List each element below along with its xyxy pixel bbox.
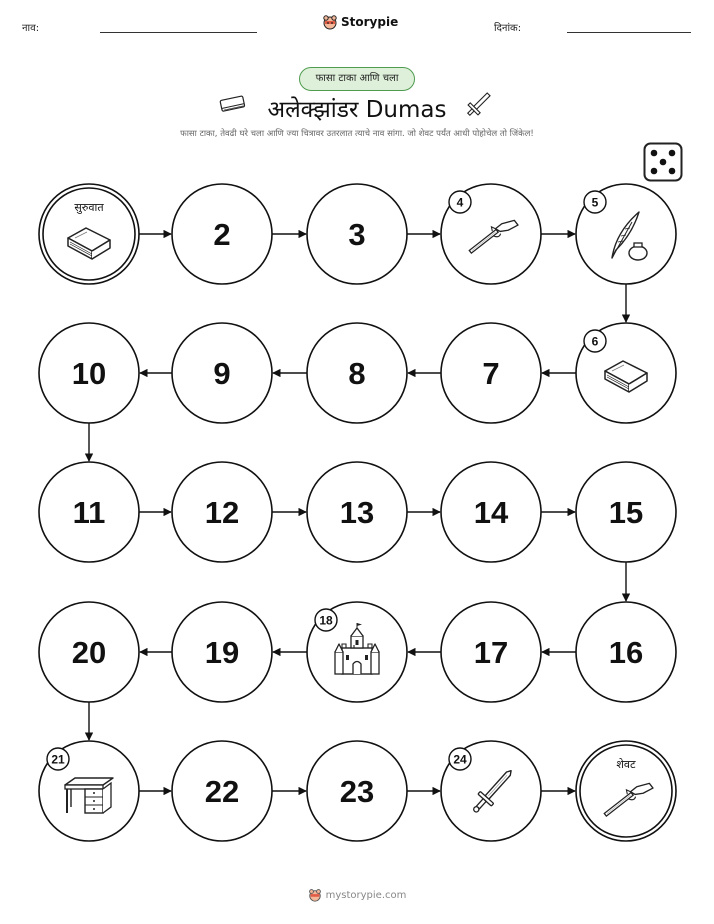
board-square-7 xyxy=(441,323,541,423)
square-number-badge: 4 xyxy=(456,195,464,210)
board-square-16 xyxy=(576,602,676,702)
board-square-18 xyxy=(307,602,407,702)
square-number-badge: 5 xyxy=(591,195,599,210)
game-type-badge: फासा टाका आणि चला xyxy=(299,67,415,91)
square-number: 15 xyxy=(608,495,644,530)
square-number: 17 xyxy=(473,635,509,670)
board-square-3 xyxy=(307,184,407,284)
square-number-badge: 24 xyxy=(453,752,467,767)
name-label: नाव: xyxy=(22,23,40,34)
brand-name: Storypie xyxy=(341,15,399,29)
board-square-10 xyxy=(39,323,139,423)
square-number: 9 xyxy=(213,356,231,391)
square-number: 23 xyxy=(339,774,375,809)
board-square-25 xyxy=(576,741,676,841)
square-number: 14 xyxy=(473,495,509,530)
square-number-badge: 6 xyxy=(591,334,599,349)
board-square-13 xyxy=(307,462,407,562)
board-square-12 xyxy=(172,462,272,562)
board-square-9 xyxy=(172,323,272,423)
square-number: 7 xyxy=(482,356,500,391)
board-square-17 xyxy=(441,602,541,702)
square-number: 20 xyxy=(71,635,107,670)
square-number: 10 xyxy=(71,356,107,391)
board-square-20 xyxy=(39,602,139,702)
board-square-19 xyxy=(172,602,272,702)
square-number: 16 xyxy=(608,635,644,670)
footer xyxy=(0,888,714,902)
square-number: 22 xyxy=(204,774,240,809)
square-number: 3 xyxy=(348,217,366,252)
board-square-5 xyxy=(576,184,676,284)
end-label: शेवट xyxy=(616,758,636,771)
board-square-24 xyxy=(441,741,541,841)
date-label: दिनांक: xyxy=(494,23,522,34)
board-square-11 xyxy=(39,462,139,562)
square-number: 2 xyxy=(213,217,231,252)
instructions: फासा टाका, तेवढी घरे चला आणि ज्या चित्रावर उतरलात त्याचे नाव सांगा. जो शेवट पर्यंत आधी पोहोचेल तो जिंकेल! xyxy=(180,129,534,139)
board-square-8 xyxy=(307,323,407,423)
square-number-badge: 18 xyxy=(319,613,333,628)
board-square-2 xyxy=(172,184,272,284)
square-number: 11 xyxy=(72,495,106,530)
start-label: सुरुवात xyxy=(74,201,104,214)
board-square-22 xyxy=(172,741,272,841)
board-square-1 xyxy=(39,184,139,284)
footer-url: mystorypie.com xyxy=(325,889,407,901)
square-number-badge: 21 xyxy=(51,752,65,767)
mascot-icon xyxy=(308,888,322,902)
board-square-23 xyxy=(307,741,407,841)
square-number: 12 xyxy=(204,495,240,530)
square-number: 19 xyxy=(204,635,240,670)
board-square-21 xyxy=(39,741,139,841)
board-square-15 xyxy=(576,462,676,562)
page-title: अलेक्झांडर Dumas xyxy=(267,97,447,123)
board-square-14 xyxy=(441,462,541,562)
board-square-6 xyxy=(576,323,676,423)
square-number: 13 xyxy=(339,495,375,530)
square-number: 8 xyxy=(348,356,366,391)
board-square-4 xyxy=(441,184,541,284)
